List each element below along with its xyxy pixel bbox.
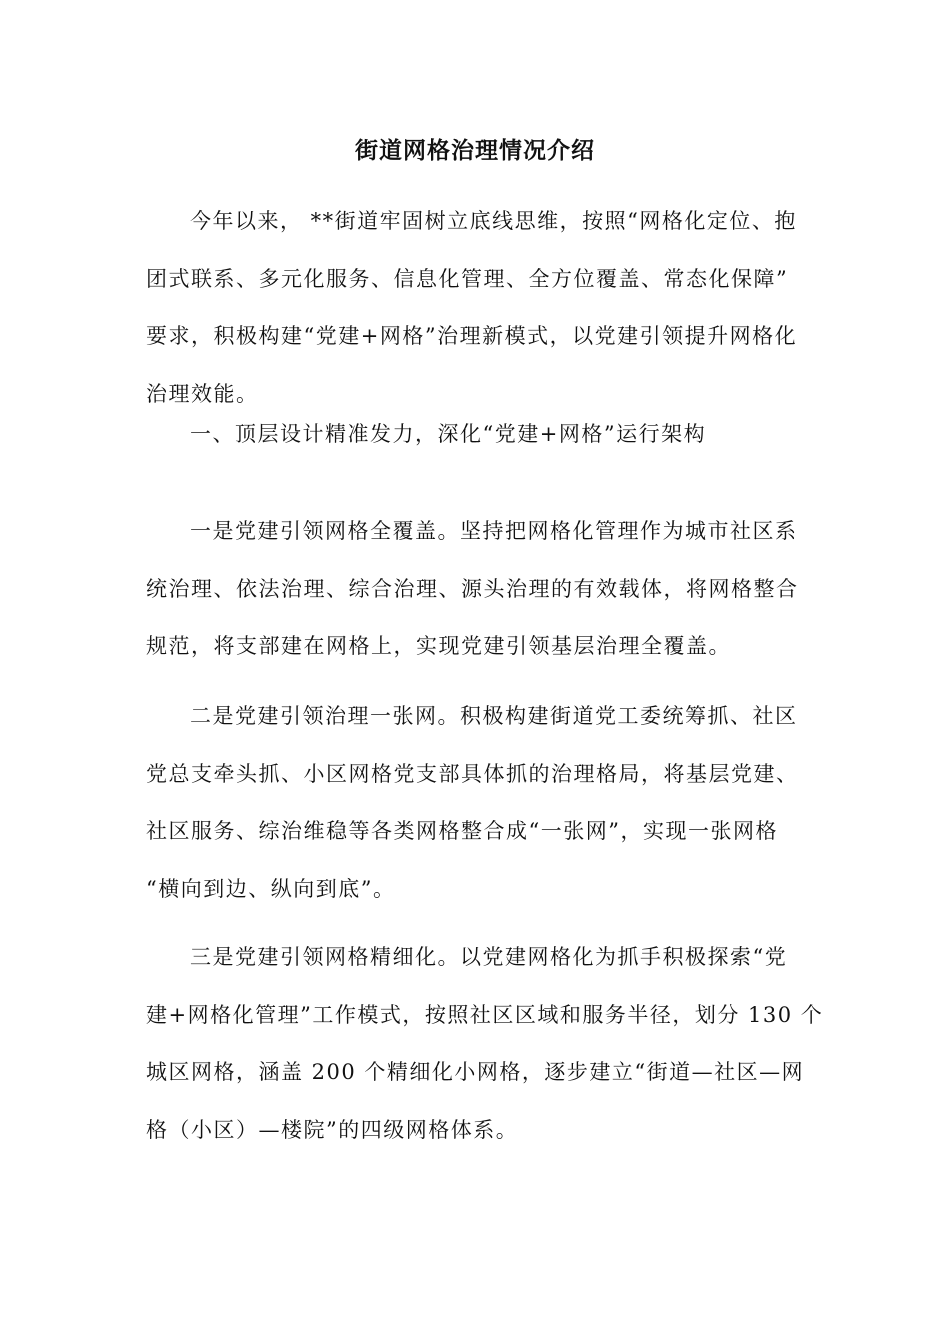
paragraph-line: 规范，将支部建在网格上，实现党建引领基层治理全覆盖。: [146, 634, 731, 658]
paragraph-point-2: [146, 688, 806, 918]
paragraph-line: 党总支牵头抓、小区网格党支部具体抓的治理格局，将基层党建、: [146, 761, 799, 786]
paragraph-point-1: [146, 503, 806, 676]
paragraph-line: 社区服务、综治维稳等各类网格整合成“一张网”，实现一张网格: [146, 819, 778, 843]
paragraph-line: 一是党建引领网格全覆盖。坚持把网格化管理作为城市社区系: [190, 519, 798, 543]
paragraph-point-3: [146, 929, 824, 1159]
paragraph-line: 治理效能。: [146, 381, 259, 406]
paragraph-line: 格（小区）—楼院”的四级网格体系。: [146, 1117, 519, 1142]
paragraph-line: 团式联系、多元化服务、信息化管理、全方位覆盖、常态化保障”: [146, 266, 789, 291]
section-heading: [146, 406, 806, 464]
heading-line: 一、顶层设计精准发力，深化“党建+网格”运行架构: [190, 422, 707, 446]
paragraph-line: 建+网格化管理”工作模式，按照社区区域和服务半径，划分 130 个: [146, 1002, 824, 1027]
paragraph-line: 二是党建引领治理一张网。积极构建街道党工委统筹抓、社区: [190, 704, 798, 728]
paragraph-line: 今年以来， **街道牢固树立底线思维，按照“网格化定位、抱: [190, 209, 797, 233]
paragraph-line: 三是党建引领网格精细化。以党建网格化为抓手积极探索“党: [190, 945, 788, 969]
paragraph-line: 要求，积极构建“党建+网格”治理新模式，以党建引领提升网格化: [146, 324, 798, 348]
paragraph-line: 统治理、依法治理、综合治理、源头治理的有效载体，将网格整合: [146, 576, 799, 601]
paragraph-line: “横向到边、纵向到底”。: [146, 876, 396, 901]
paragraph-line: 城区网格，涵盖 200 个精细化小网格，逐步建立“街道—社区—网: [146, 1060, 805, 1084]
document-title: 街道网格治理情况介绍: [355, 137, 595, 164]
paragraph-intro: [146, 193, 806, 423]
